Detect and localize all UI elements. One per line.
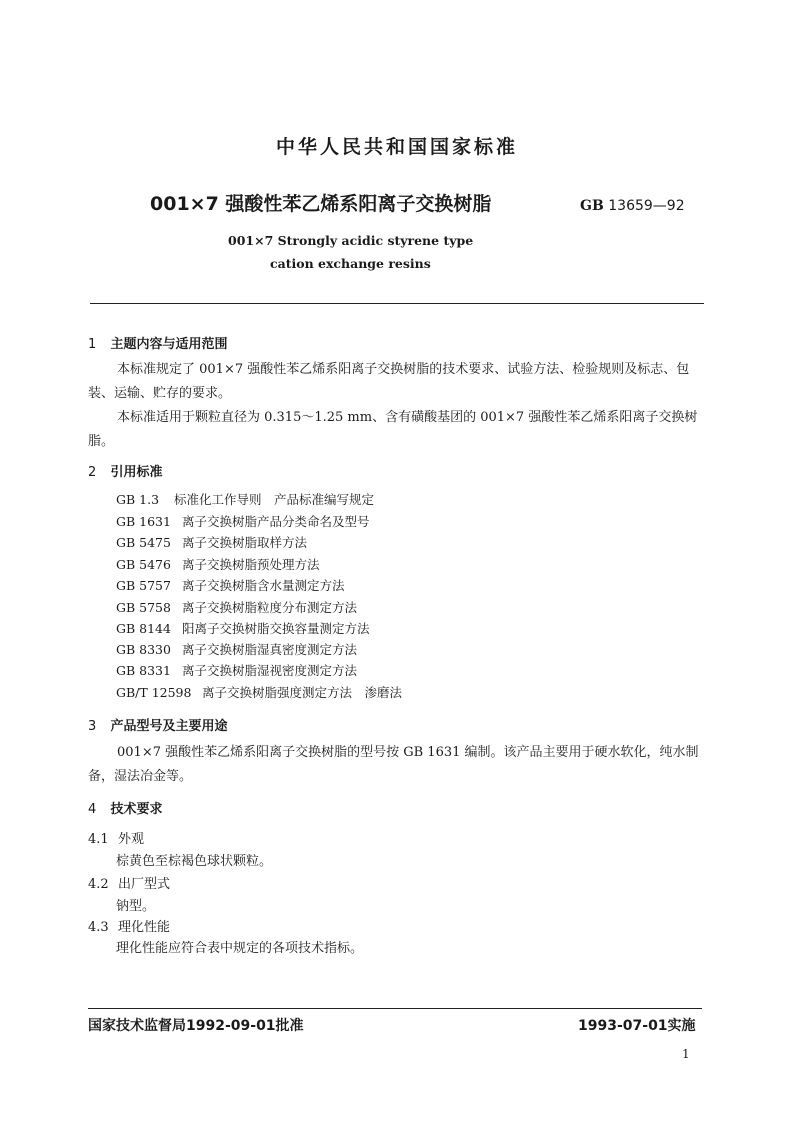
- english-title-line1: 001×7 Strongly acidic styrene type: [228, 233, 474, 248]
- reference-code: GB/T 12598: [116, 685, 192, 700]
- reference-item: [116, 661, 357, 679]
- subsection-text: 棕黄色至棕褐色球状颗粒。: [116, 854, 273, 869]
- standard-number-prefix: GB: [580, 198, 604, 214]
- reference-title: 阳离子交换树脂交换容量测定方法: [182, 621, 370, 636]
- section-4-title: 技术要求: [110, 802, 163, 817]
- section-2-heading: [88, 461, 163, 480]
- section-1-heading: [88, 333, 228, 352]
- section-4-heading: [88, 798, 163, 817]
- section-1-paragraph-1: 本标准规定了 001×7 强酸性苯乙烯系阳离子交换树脂的技术要求、试验方法、检验规则及标志、包装、运输、贮存的要求。: [88, 362, 690, 401]
- subsection-title: 理化性能: [118, 920, 171, 935]
- reference-code: GB 5475: [116, 535, 171, 550]
- subsection-heading: [88, 873, 170, 892]
- reference-item: [116, 490, 374, 508]
- section-2-number: 2: [88, 465, 97, 480]
- reference-item: [116, 533, 307, 551]
- footer-divider: [88, 1008, 702, 1009]
- reference-code: GB 8331: [116, 663, 171, 678]
- reference-code: GB 5476: [116, 557, 171, 572]
- reference-title: 标准化工作导则 产品标准编写规定: [174, 492, 375, 507]
- reference-code: GB 8330: [116, 642, 171, 657]
- section-1-paragraph-2: 本标准适用于颗粒直径为 0.315～1.25 mm、含有磺酸基团的 001×7 强酸性苯乙烯系阳离子交换树脂。: [88, 410, 698, 449]
- section-1-number: 1: [88, 337, 97, 352]
- subsection-number: 4.3: [88, 920, 109, 935]
- subsection-number: 4.1: [88, 832, 109, 847]
- reference-code: GB 1631: [116, 514, 171, 529]
- reference-title: 离子交换树脂湿视密度测定方法: [182, 663, 358, 678]
- english-title-line2: cation exchange resins: [270, 256, 431, 271]
- reference-item: [116, 512, 370, 530]
- reference-title: 离子交换树脂湿真密度测定方法: [182, 642, 358, 657]
- reference-title: 离子交换树脂产品分类命名及型号: [182, 514, 370, 529]
- subsection-text: 钠型。: [116, 899, 156, 914]
- reference-title: 离子交换树脂粒度分布测定方法: [182, 600, 358, 615]
- reference-item: [116, 576, 345, 594]
- section-3-number: 3: [88, 719, 97, 734]
- reference-item: [116, 640, 357, 658]
- reference-title: 离子交换树脂预处理方法: [182, 557, 320, 572]
- standard-title: 001×7 强酸性苯乙烯系阳离子交换树脂: [150, 193, 492, 215]
- standard-number-value: 13659—92: [608, 198, 685, 214]
- effective-date: 1993-07-01实施: [578, 1018, 696, 1034]
- section-2-title: 引用标准: [110, 465, 163, 480]
- reference-code: GB 1.3: [116, 492, 160, 507]
- subsection-title: 出厂型式: [118, 877, 171, 892]
- page-number: 1: [682, 1047, 690, 1061]
- section-1-title: 主题内容与适用范围: [110, 337, 228, 352]
- section-3-title: 产品型号及主要用途: [110, 719, 228, 734]
- subsection-heading: [88, 828, 144, 847]
- section-3-paragraph-1: 001×7 强酸性苯乙烯系阳离子交换树脂的型号按 GB 1631 编制。该产品主要用于硬水软化，纯水制备，湿法冶金等。: [88, 745, 699, 784]
- header-divider: [90, 303, 704, 304]
- approval-date: 国家技术监督局1992-09-01批准: [88, 1018, 304, 1034]
- section-3-heading: [88, 715, 228, 734]
- national-standard-heading: 中华人民共和国国家标准: [275, 136, 518, 158]
- subsection-title: 外观: [118, 832, 145, 847]
- subsection-text: 理化性能应符合表中规定的各项技术指标。: [116, 941, 364, 956]
- reference-title: 离子交换树脂取样方法: [182, 535, 308, 550]
- reference-item: [116, 683, 402, 701]
- reference-item: [116, 619, 370, 637]
- standard-number: [580, 198, 685, 214]
- reference-title: 离子交换树脂含水量测定方法: [182, 578, 345, 593]
- reference-code: GB 8144: [116, 621, 171, 636]
- reference-item: [116, 555, 320, 573]
- subsection-number: 4.2: [88, 877, 109, 892]
- section-4-number: 4: [88, 802, 97, 817]
- reference-code: GB 5758: [116, 600, 171, 615]
- reference-code: GB 5757: [116, 578, 171, 593]
- subsection-heading: [88, 916, 170, 935]
- reference-title: 离子交换树脂强度测定方法 渗磨法: [202, 685, 403, 700]
- reference-item: [116, 598, 357, 616]
